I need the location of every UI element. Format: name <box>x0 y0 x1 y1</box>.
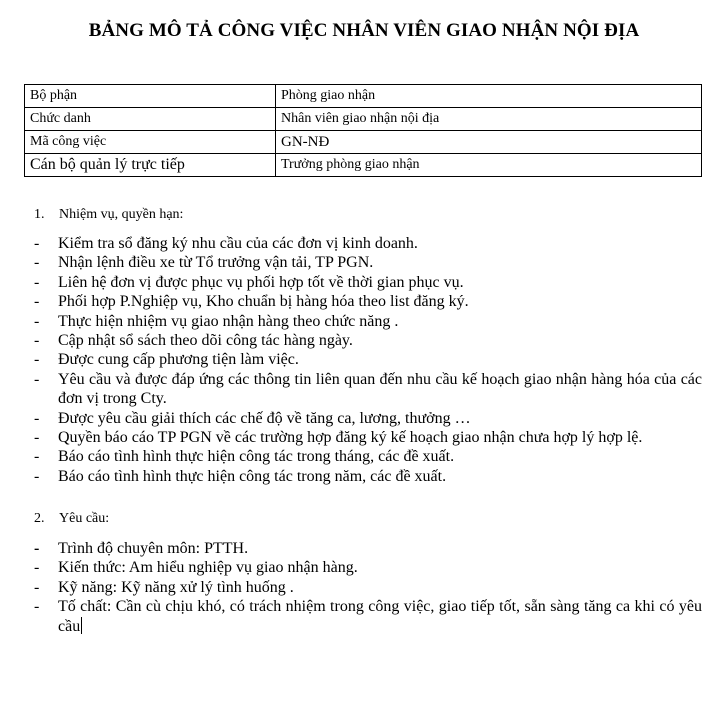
list-item-text: Liên hệ đơn vị được phục vụ phối hợp tốt về thời gian phục vụ. <box>58 273 464 291</box>
list-item-text: Kiến thức: Am hiểu nghiệp vụ giao nhận hàng. <box>58 559 358 577</box>
table-label-cell: Bộ phận <box>25 85 276 108</box>
table-row <box>25 131 702 154</box>
list-item <box>34 350 702 369</box>
list-item <box>34 312 702 331</box>
list-item <box>34 558 702 577</box>
section-number: 1. <box>34 207 45 222</box>
list-item <box>34 597 702 636</box>
section-2-heading <box>34 511 109 527</box>
list-item <box>34 331 702 350</box>
bullet-dash: - <box>34 254 40 272</box>
table-value-cell: Phòng giao nhận <box>276 85 702 108</box>
list-item <box>34 447 702 466</box>
list-item <box>34 578 702 597</box>
list-item-text: Báo cáo tình hình thực hiện công tác trong tháng, các đề xuất. <box>58 448 455 466</box>
section-heading-text: Nhiệm vụ, quyền hạn: <box>59 207 184 222</box>
table-value-cell: GN-NĐ <box>276 131 702 154</box>
bullet-dash: - <box>34 351 40 369</box>
bullet-dash: - <box>34 578 40 596</box>
bullet-dash: - <box>34 448 40 466</box>
list-item-text: Quyền báo cáo TP PGN về các trường hợp đăng ký kế hoạch giao nhận chưa hợp lý hợp lệ. <box>58 429 643 447</box>
duties-list <box>34 234 702 486</box>
bullet-dash: - <box>34 467 40 485</box>
list-item <box>34 539 702 558</box>
table-row <box>25 85 702 108</box>
table-label-cell: Mã công việc <box>25 131 276 154</box>
list-item-text: Báo cáo tình hình thực hiện công tác trong năm, các đề xuất. <box>58 467 447 485</box>
list-item-text: Thực hiện nhiệm vụ giao nhận hàng theo chức năng . <box>58 312 399 330</box>
list-item-text: Cập nhật sổ sách theo dõi công tác hàng ngày. <box>58 332 353 350</box>
list-item-text: Kiểm tra sổ đăng ký nhu cầu của các đơn vị kinh doanh. <box>58 235 418 252</box>
list-item <box>34 292 702 311</box>
list-item <box>34 253 702 272</box>
bullet-dash: - <box>34 312 40 330</box>
text-cursor <box>81 617 82 634</box>
list-item <box>34 234 702 253</box>
bullet-dash: - <box>34 332 40 350</box>
table-value-cell: Trưởng phòng giao nhận <box>276 154 702 177</box>
list-item <box>34 409 702 428</box>
section-heading-text: Yêu cầu: <box>59 511 110 526</box>
list-item <box>34 370 702 409</box>
list-item-text: Phối hợp P.Nghiệp vụ, Kho chuẩn bị hàng hóa theo list đăng ký. <box>58 293 469 311</box>
bullet-dash: - <box>34 370 40 388</box>
bullet-dash: - <box>34 540 40 557</box>
requirements-list <box>34 539 702 636</box>
table-row <box>25 108 702 131</box>
list-item-text: Trình độ chuyên môn: PTTH. <box>58 540 249 557</box>
document-title: BẢNG MÔ TẢ CÔNG VIỆC NHÂN VIÊN GIAO NHẬN NỘI ĐỊA <box>88 20 640 41</box>
bullet-dash: - <box>34 429 40 447</box>
list-item <box>34 467 702 486</box>
list-item-text: Kỹ năng: Kỹ năng xử lý tình huống . <box>58 578 294 596</box>
table-label-cell: Cán bộ quản lý trực tiếp <box>25 154 276 177</box>
section-1-heading <box>34 207 183 223</box>
bullet-dash: - <box>34 235 40 252</box>
list-item-text: Tố chất: Cần cù chịu khó, có trách nhiệm trong công việc, giao tiếp tốt, sẵn sàng tăng ca khi có yêu cầu <box>58 598 702 635</box>
bullet-dash: - <box>34 293 40 311</box>
list-item-text: Được yêu cầu giải thích các chế độ về tăng ca, lương, thưởng … <box>58 409 471 427</box>
bullet-dash: - <box>34 409 40 427</box>
job-info-table <box>24 84 702 177</box>
list-item-text: Nhận lệnh điều xe từ Tổ trưởng vận tải, TP PGN. <box>58 254 374 272</box>
list-item <box>34 273 702 292</box>
table-label-cell: Chức danh <box>25 108 276 131</box>
bullet-dash: - <box>34 273 40 291</box>
bullet-dash: - <box>34 598 40 616</box>
table-value-cell: Nhân viên giao nhận nội địa <box>276 108 702 131</box>
list-item-text: Được cung cấp phương tiện làm việc. <box>58 351 299 369</box>
bullet-dash: - <box>34 559 40 577</box>
list-item-text: Yêu cầu và được đáp ứng các thông tin liên quan đến nhu cầu kế hoạch giao nhận hàng hóa của các đơn vị trong Cty. <box>58 370 702 408</box>
table-row <box>25 154 702 177</box>
section-number: 2. <box>34 511 45 526</box>
list-item <box>34 428 702 447</box>
